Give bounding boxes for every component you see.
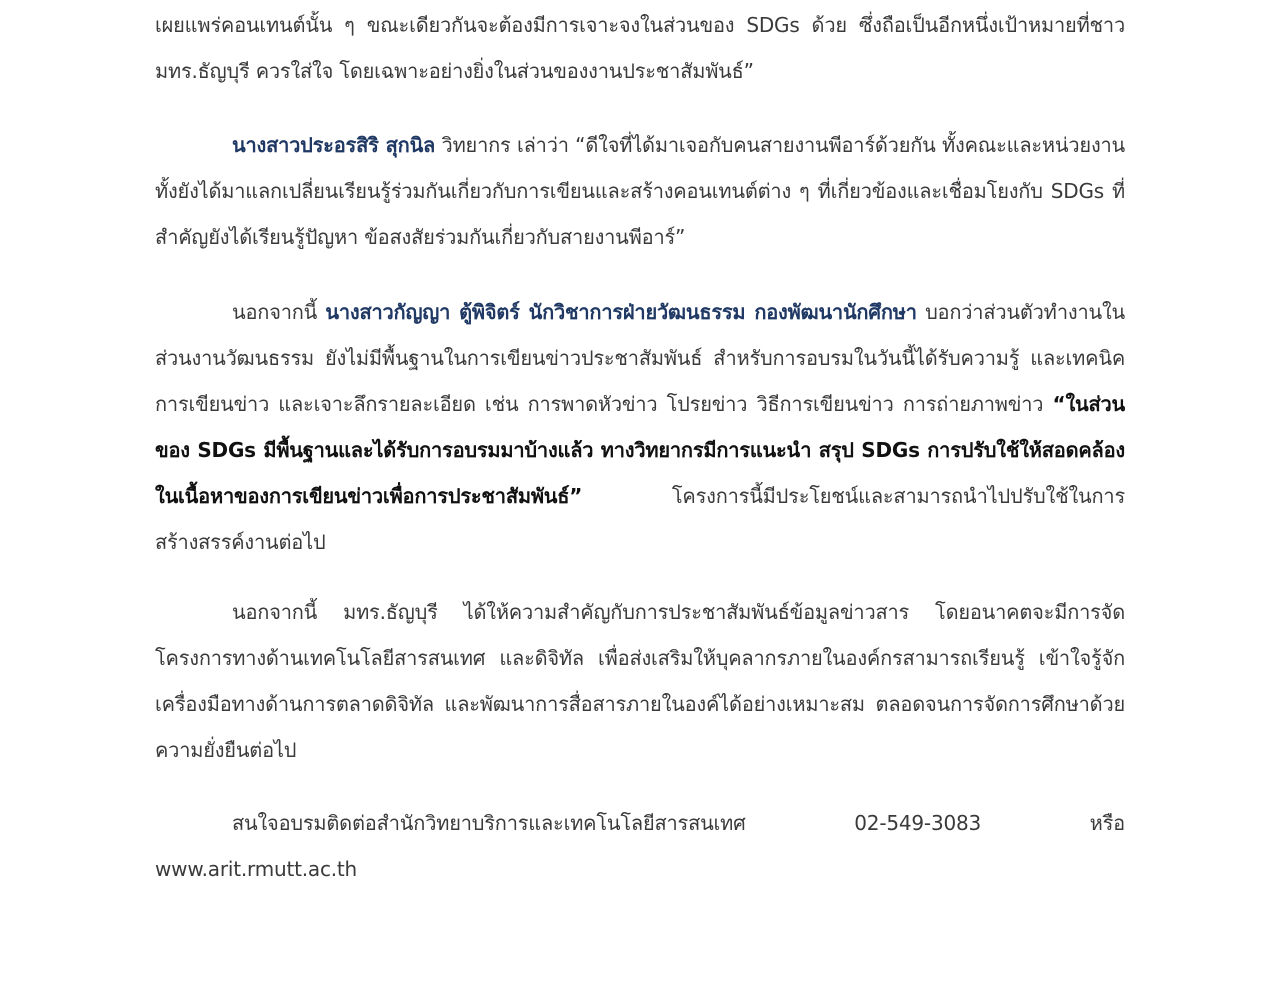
paragraph-speaker-quote bbox=[155, 122, 1125, 260]
paragraph-tail: โครงการนี้มีประโยชน์และสามารถนำไปปรับใช้ในการสร้างสรรค์งานต่อไป bbox=[155, 484, 1125, 554]
paragraph-contact-info bbox=[155, 800, 1125, 892]
paragraph-text: วิทยากร เล่าว่า “ดีใจที่ได้มาเจอกับคนสายงานพีอาร์ด้วยกัน ทั้งคณะและหน่วยงาน ทั้งยังได้มาแลกเปลี่ยนเรียนรู้ร่วมกันเกี่ยวกับการเขียนและสร้างคอนเทนต์ต่าง ๆ ที่เกี่ยวข้องและเชื่อมโยงกับ SDGs ที่สำคัญยังได้เรียนรู้ปัญหา ข้อสงสัยร่วมกันเกี่ยวกับสายงานพีอาร์” bbox=[155, 133, 1126, 249]
paragraph-sdgs-goal bbox=[155, 2, 1125, 94]
paragraph-text: นอกจากนี้ มทร.ธัญบุรี ได้ให้ความสำคัญกับการประชาสัมพันธ์ข้อมูลข่าวสาร โดยอนาคตจะมีการจัดโครงการทางด้านเทคโนโลยีสารสนเทศ และดิจิทัล เพื่อส่งเสริมให้บุคลากรภายในองค์กรสามารถเรียนรู้ เข้าใจรู้จักเครื่องมือทางด้านการตลาดดิจิทัล และพัฒนาการสื่อสารภายในองค์ได้อย่างเหมาะสม ตลอดจนการจัดการศึกษาด้วยความยั่งยืนต่อไป bbox=[155, 600, 1125, 762]
bold-quote: “ในส่วนของ SDGs มีพื้นฐานและได้รับการอบรมมาบ้างแล้ว ทางวิทยากรมีการแนะนำ สรุป SDGs การปรับใช้ให้สอดคล้องในเนื้อหาของการเขียนข่าวเพื่อการประชาสัมพันธ์” bbox=[155, 392, 1125, 508]
contact-text: สนใจอบรมติดต่อสำนักวิทยาบริการและเทคโนโลยีสารสนเทศ 02-549-3083 หรือ www.arit.rmutt.ac.th bbox=[155, 811, 1125, 881]
paragraph-participant-feedback bbox=[155, 289, 1125, 565]
paragraph-text: บอกว่าส่วนตัวทำงานในส่วนงานวัฒนธรรม ยังไม่มีพื้นฐานในการเขียนข่าวประชาสัมพันธ์ สำหรับการอบรมในวันนี้ได้รับความรู้ และเทคนิคการเขียนข่าว และเจาะลึกรายละเอียด เช่น การพาดหัวข่าว โปรยข่าว วิธีการเขียนข่าว การถ่ายภาพข่าว bbox=[155, 300, 1125, 416]
participant-name: นางสาวกัญญา ตู้พิจิตร์ นักวิชาการฝ่ายวัฒนธรรม กองพัฒนานักศึกษา bbox=[325, 300, 917, 324]
paragraph-lead: นอกจากนี้ bbox=[232, 300, 326, 324]
speaker-name: นางสาวประอรสิริ สุกนิล bbox=[232, 133, 436, 157]
paragraph-text: เผยแพร่คอนเทนต์นั้น ๆ ขณะเดียวกันจะต้องมีการเจาะจงในส่วนของ SDGs ด้วย ซึ่งถือเป็นอีกหนึ่งเป้าหมายที่ชาว มทร.ธัญบุรี ควรใส่ใจ โดยเฉพาะอย่างยิ่งในส่วนของงานประชาสัมพันธ์” bbox=[155, 13, 1125, 83]
paragraph-future-plans bbox=[155, 589, 1125, 773]
